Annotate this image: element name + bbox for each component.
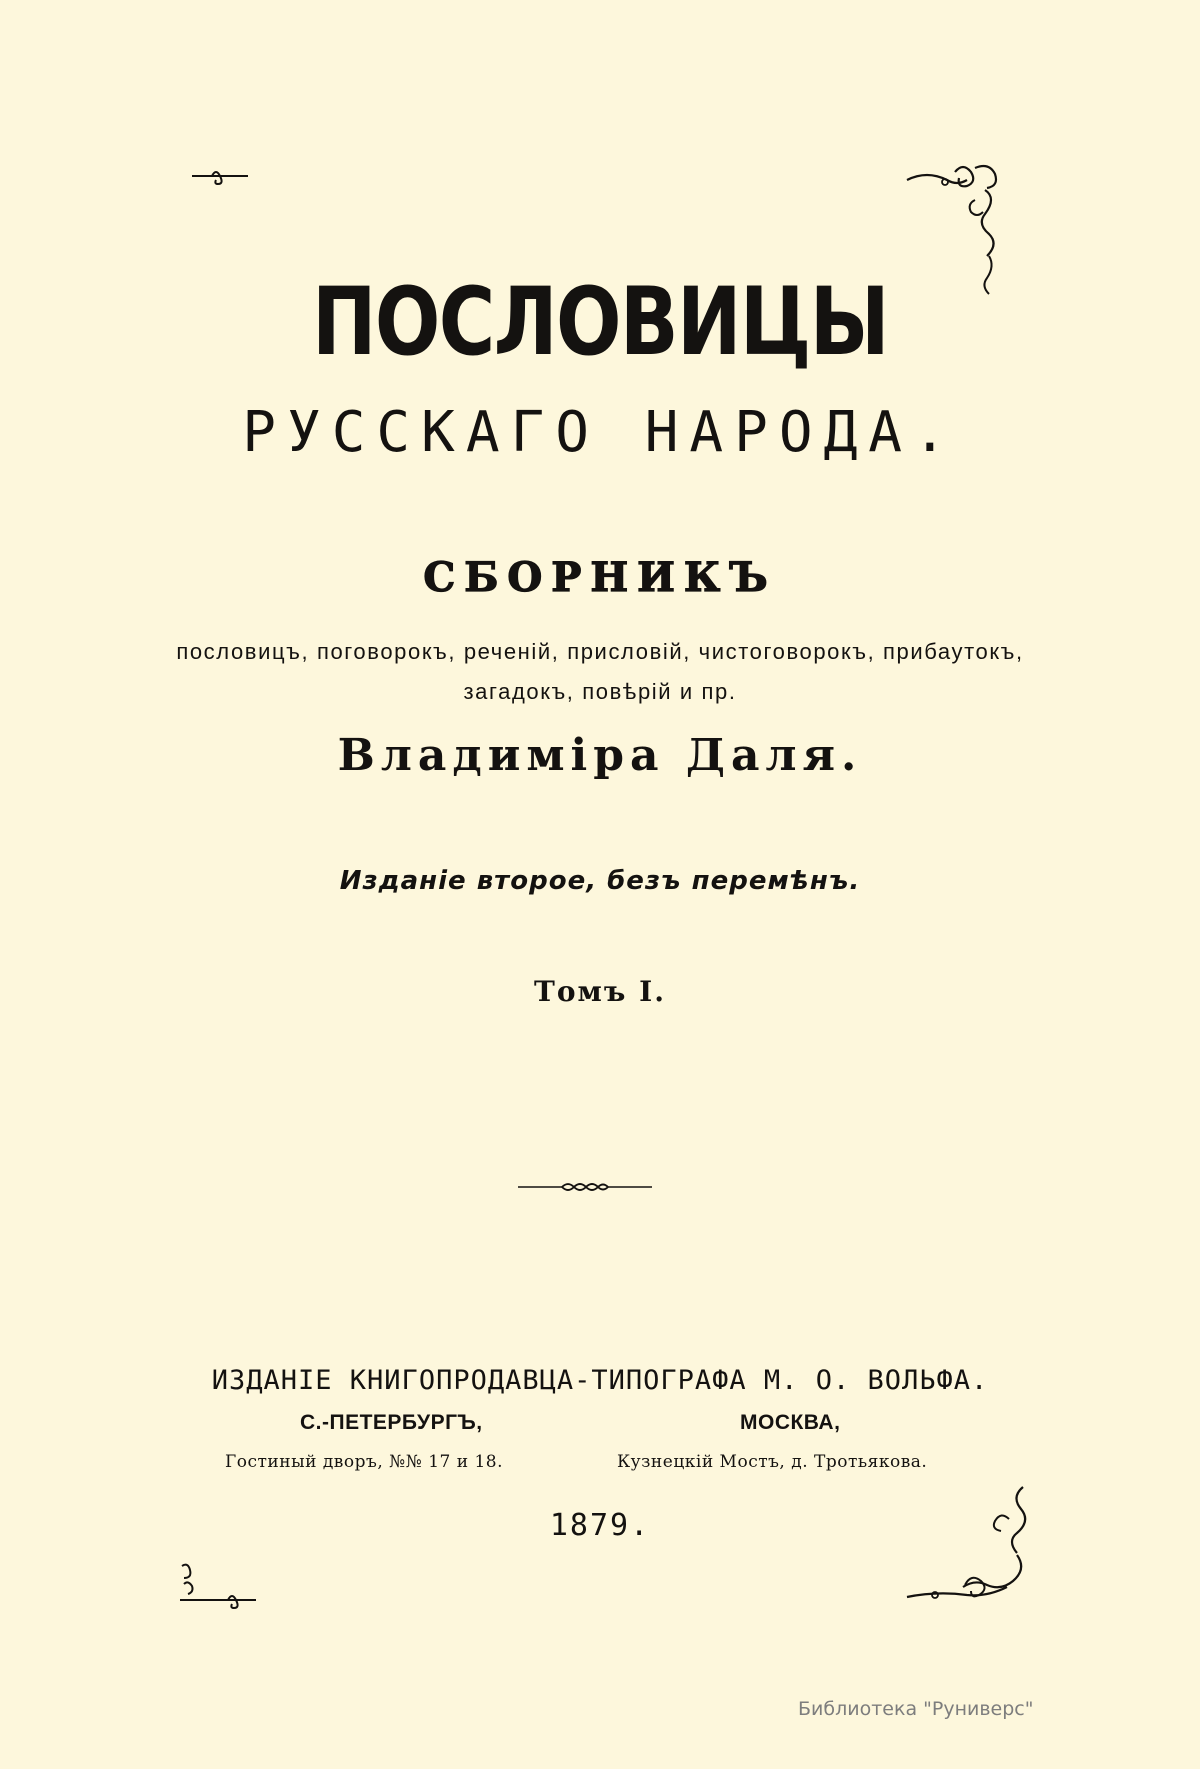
- book-subtitle: РУССКАГО НАРОДА.: [242, 400, 958, 465]
- address-moscow: Кузнецкій Мостъ, д. Тротьякова.: [617, 1452, 928, 1472]
- genres-description: пословицъ, поговорокъ, реченій, присловій, чистоговорокъ, прибаутокъ, загадокъ, повѣрій и пр.: [176, 639, 1024, 704]
- edition-note: Изданіе второе, безъ перемѣнъ.: [339, 866, 861, 896]
- address-saint-petersburg: Гостиный дворъ, №№ 17 и 18.: [225, 1452, 504, 1472]
- corner-flourish-bottom-right-icon: [905, 1485, 1035, 1615]
- divider-ornament-icon: [518, 1176, 652, 1198]
- library-watermark: Библиотека "Руниверс": [798, 1698, 1034, 1720]
- publication-year: 1879.: [549, 1508, 651, 1543]
- city-moscow: МОСКВА,: [740, 1411, 841, 1434]
- corner-flourish-bottom-left-icon: [178, 1560, 258, 1610]
- publisher-line: ИЗДАНІЕ КНИГОПРОДАВЦА-ТИПОГРАФА М. О. ВОЛЬФА.: [211, 1365, 989, 1396]
- collection-heading: СБОРНИКЪ: [423, 554, 777, 601]
- volume-number: Томъ I.: [534, 975, 666, 1008]
- city-saint-petersburg: С.-ПЕТЕРБУРГЪ,: [300, 1411, 483, 1434]
- author-name: Владиміра Даля.: [337, 730, 863, 781]
- book-title: ПОСЛОВИЦЫ: [311, 268, 889, 377]
- corner-flourish-top-left-icon: [190, 160, 250, 190]
